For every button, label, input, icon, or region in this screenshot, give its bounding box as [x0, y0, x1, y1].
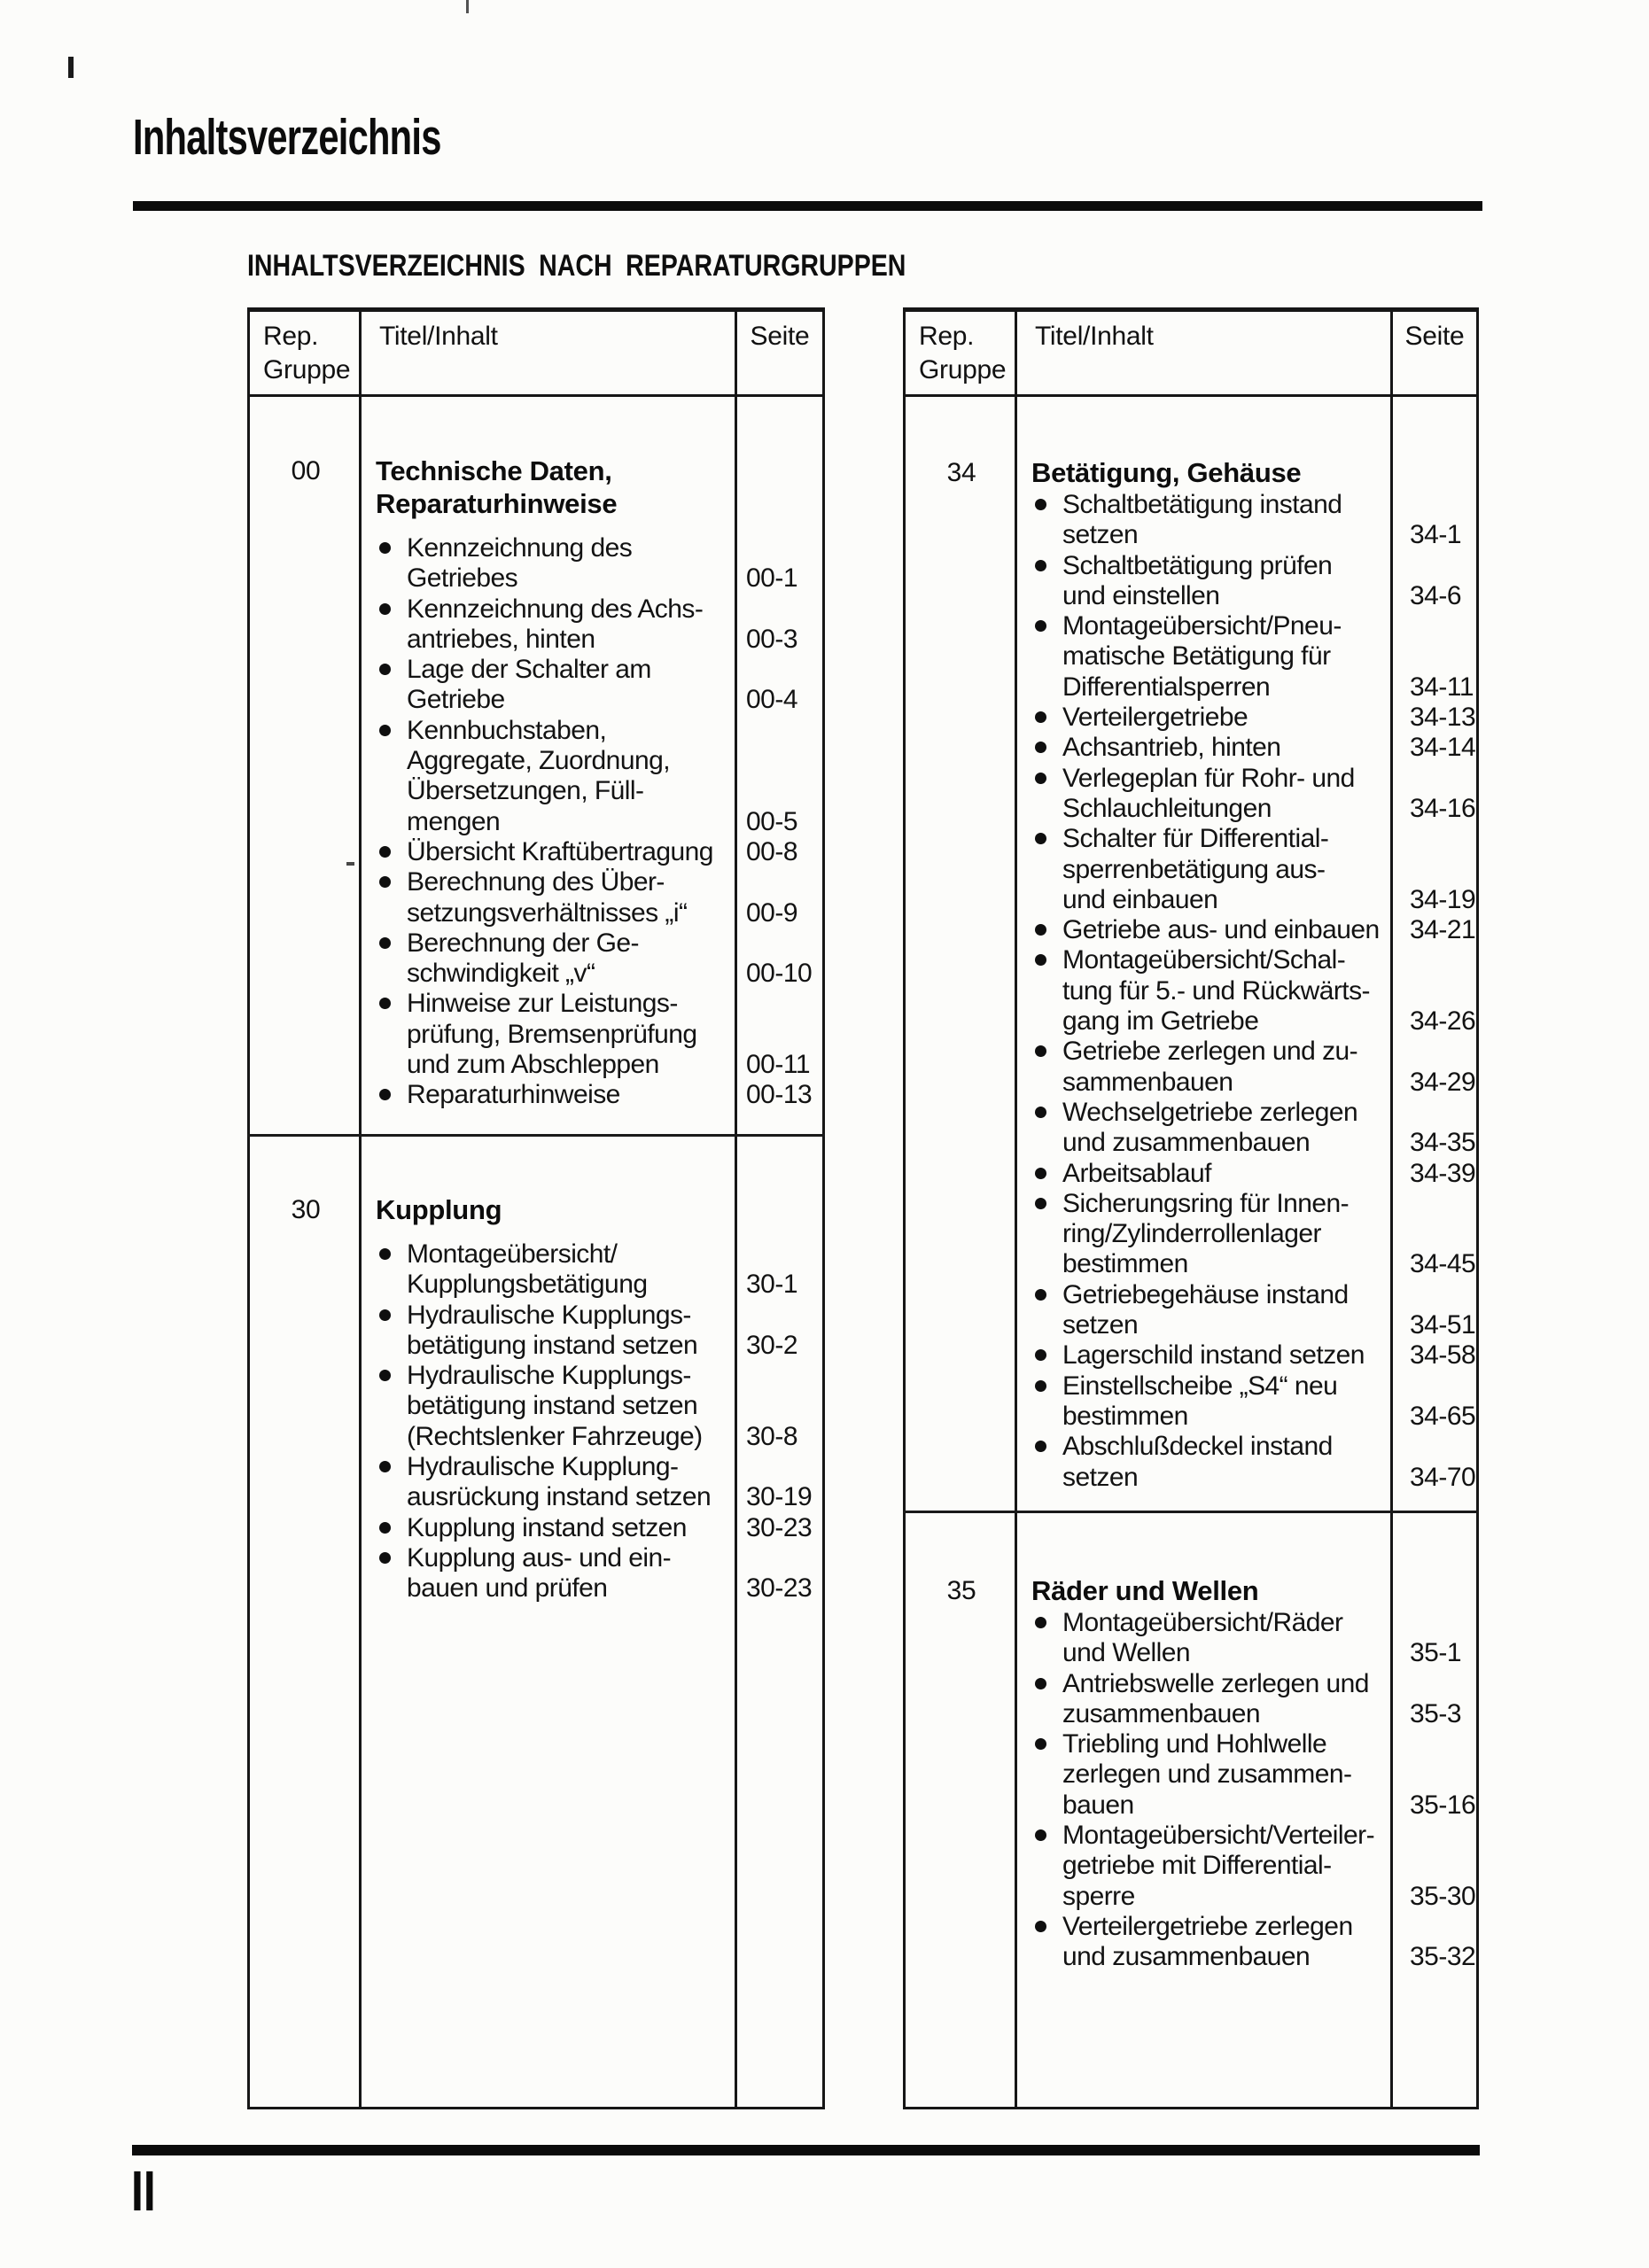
page-ref: 30-2 — [746, 1330, 798, 1360]
toc-item-line: Abschlußdeckel instand — [1031, 1432, 1473, 1462]
toc-item-line: und zusammenbauen 35-32 — [1062, 1942, 1476, 1972]
toc-item — [1031, 1158, 1476, 1189]
toc-item — [376, 1361, 819, 1452]
header-rep-line: Rep. — [919, 322, 975, 351]
toc-item-line: gang im Getriebe 34-26 — [1062, 1006, 1476, 1037]
bullet-icon — [1035, 1617, 1046, 1628]
page-ref: 35-16 — [1410, 1790, 1476, 1820]
toc-item-line: sammenbauen 34-29 — [1062, 1067, 1476, 1097]
toc-item — [376, 1543, 819, 1604]
page-ref: 35-30 — [1410, 1881, 1476, 1911]
item-list — [1031, 1608, 1476, 1973]
page-ref: 00-4 — [746, 685, 798, 715]
section-heading: INHALTSVERZEICHNIS NACH REPARATURGRUPPEN — [247, 249, 906, 283]
bullet-icon — [1035, 1198, 1046, 1209]
toc-item-line: ring/Zylinderrollenlager — [1062, 1219, 1321, 1249]
toc-item-line: und zusammenbauen 34-35 — [1062, 1128, 1476, 1158]
toc-item-line: Getriebe zerlegen und zu- — [1031, 1037, 1473, 1067]
toc-item — [376, 867, 819, 928]
toc-item-line: zerlegen und zusammen- — [1062, 1759, 1352, 1790]
toc-item-line: antriebes, hinten 00-3 — [407, 624, 798, 654]
toc-item-line: bestimmen 34-45 — [1062, 1249, 1476, 1279]
toc-item-line: Triebling und Hohlwelle — [1031, 1729, 1473, 1759]
toc-item-line: Schaltbetätigung prüfen — [1031, 551, 1473, 581]
toc-item-line: mengen 00-5 — [407, 806, 798, 836]
bullet-icon — [1035, 1829, 1046, 1841]
toc-item-line: bauen 35-16 — [1062, 1790, 1476, 1820]
page-ref: 34-6 — [1410, 580, 1462, 610]
header-rep-gruppe — [919, 320, 1006, 387]
toc-item — [1031, 703, 1476, 733]
group-number: 35 — [946, 1576, 976, 1605]
toc-item-line: Kupplungsbetätigung 30-1 — [407, 1270, 798, 1300]
header-seite: Seite — [1404, 322, 1465, 351]
toc-item — [1031, 824, 1476, 915]
bullet-icon — [1035, 1738, 1046, 1750]
toc-item-line: Getriebes 00-1 — [407, 563, 798, 594]
scan-artifact — [466, 0, 469, 13]
bullet-icon — [1035, 560, 1046, 571]
bullet-icon — [379, 1248, 391, 1260]
toc-item — [376, 928, 819, 990]
bullet-icon — [1035, 1045, 1046, 1057]
toc-item-line: Kupplung aus- und ein- — [376, 1543, 819, 1573]
group-number: 34 — [946, 458, 976, 487]
page-ref: 00-5 — [746, 806, 798, 836]
bullet-icon — [1035, 620, 1046, 632]
toc-item-line: Einstellscheibe „S4“ neu — [1031, 1371, 1473, 1402]
section-content — [376, 454, 819, 1111]
bullet-icon — [379, 542, 391, 554]
page-ref: 34-58 — [1410, 1340, 1476, 1371]
toc-item-line: getriebe mit Differential- — [1062, 1851, 1332, 1881]
toc-item-line: und einbauen 34-19 — [1062, 884, 1476, 914]
page-ref: 34-11 — [1410, 672, 1474, 702]
toc-item-line: Montageübersicht/Pneu- — [1031, 611, 1473, 641]
toc-item-line: Montageübersicht/Verteiler- — [1031, 1821, 1473, 1851]
page-ref: 00-11 — [746, 1050, 811, 1080]
toc-item — [376, 1452, 819, 1513]
toc-item-line: tung für 5.- und Rückwärts- — [1062, 975, 1370, 1006]
page-number: II — [131, 2159, 156, 2223]
toc-item-line: Lagerschild instand setzen 34-58 — [1031, 1340, 1473, 1371]
toc-item — [1031, 1729, 1476, 1821]
toc-item-line: und Wellen 35-1 — [1062, 1638, 1462, 1668]
toc-item-line: Kupplung instand setzen 30-23 — [376, 1513, 819, 1543]
toc-item-line: Montageübersicht/Schal- — [1031, 945, 1473, 975]
toc-item-line: Lage der Schalter am — [376, 655, 819, 685]
page-ref: 00-10 — [746, 959, 813, 989]
toc-item — [376, 716, 819, 837]
toc-item-line: Antriebswelle zerlegen und — [1031, 1669, 1473, 1699]
bullet-icon — [1035, 1168, 1046, 1179]
bullet-icon — [1035, 742, 1046, 753]
page-ref: 34-19 — [1410, 884, 1476, 914]
toc-item — [1031, 915, 1476, 945]
toc-item — [376, 655, 819, 716]
toc-item-line: Montageübersicht/ — [376, 1239, 819, 1270]
toc-item-line: Berechnung der Ge- — [376, 928, 819, 959]
page-ref: 00-13 — [746, 1080, 813, 1110]
toc-table-right — [903, 307, 1479, 2109]
item-list — [376, 1239, 819, 1604]
section-title-line: Reparaturhinweise — [376, 488, 618, 519]
toc-item-line: Reparaturhinweise 00-13 — [376, 1080, 819, 1110]
column-divider — [1015, 312, 1017, 2107]
toc-item — [376, 533, 819, 594]
header-rep-gruppe — [263, 320, 350, 387]
toc-item — [1031, 945, 1476, 1037]
page-ref: 30-23 — [746, 1573, 813, 1604]
page-ref: 00-9 — [746, 897, 798, 928]
toc-item — [1031, 1371, 1476, 1433]
toc-item-line: setzen 34-51 — [1062, 1310, 1476, 1340]
page-ref: 30-19 — [746, 1482, 813, 1512]
toc-item — [1031, 733, 1476, 763]
header-separator — [247, 394, 825, 397]
page-ref: 35-1 — [1410, 1638, 1462, 1668]
toc-item — [1031, 551, 1473, 612]
page-ref: 34-45 — [1410, 1249, 1476, 1279]
toc-item-line: Schlauchleitungen 34-16 — [1062, 793, 1476, 823]
page-ref: 00-1 — [746, 563, 798, 594]
toc-item-line: und zum Abschleppen 00-11 — [407, 1050, 811, 1080]
top-rule — [133, 201, 1482, 211]
section-divider — [247, 1134, 825, 1137]
section-content — [1031, 456, 1476, 1493]
toc-item-line: Getriebe aus- und einbauen 34-21 — [1031, 915, 1473, 945]
bullet-icon — [1035, 773, 1046, 784]
section-title-line: Technische Daten, — [376, 455, 612, 486]
page-title: Inhaltsverzeichnis — [133, 109, 441, 166]
toc-item-line: bauen und prüfen 30-23 — [407, 1573, 813, 1604]
toc-item-line: Übersicht Kraftübertragung 00-8 — [376, 837, 819, 867]
page-ref: 34-29 — [1410, 1067, 1476, 1097]
page-ref: 34-1 — [1410, 520, 1462, 550]
bullet-icon — [379, 664, 391, 675]
bullet-icon — [1035, 1349, 1046, 1361]
bullet-icon — [1035, 1289, 1046, 1301]
bullet-icon — [1035, 833, 1046, 844]
toc-item-line: Verlegeplan für Rohr- und — [1031, 764, 1473, 794]
toc-item-line: Verteilergetriebe 34-13 — [1031, 703, 1473, 733]
bullet-icon — [379, 1522, 391, 1534]
page-ref: 34-51 — [1410, 1310, 1476, 1340]
page-ref: 34-16 — [1410, 793, 1476, 823]
header-titel-inhalt: Titel/Inhalt — [379, 322, 498, 351]
page-ref: 35-32 — [1410, 1942, 1476, 1972]
toc-item-line: Achsantrieb, hinten 34-14 — [1031, 733, 1473, 763]
page-ref: 34-70 — [1410, 1462, 1476, 1492]
toc-item — [376, 1301, 819, 1362]
toc-item-line: Hydraulische Kupplungs- — [376, 1301, 819, 1331]
page-ref: 34-35 — [1410, 1128, 1476, 1158]
page-ref: 30-8 — [746, 1421, 798, 1451]
toc-item-line: Hydraulische Kupplungs- — [376, 1361, 819, 1391]
section-content — [376, 1193, 819, 1604]
toc-item-line: Wechselgetriebe zerlegen — [1031, 1098, 1473, 1128]
bullet-icon — [379, 846, 391, 858]
toc-item — [1031, 1911, 1476, 1973]
toc-item-line: Differentialsperren 34-11 — [1062, 672, 1474, 702]
toc-item — [1031, 1097, 1476, 1159]
toc-item-line: ausrückung instand setzen 30-19 — [407, 1482, 813, 1512]
header-titel-inhalt: Titel/Inhalt — [1035, 322, 1154, 351]
group-number: 30 — [291, 1195, 321, 1224]
toc-item-line: sperre 35-30 — [1062, 1881, 1476, 1911]
toc-item-line: Schalter für Differential- — [1031, 824, 1473, 854]
toc-item-line: betätigung instand setzen — [407, 1391, 698, 1421]
toc-item-line: Sicherungsring für Innen- — [1031, 1189, 1473, 1219]
section-content — [1031, 1574, 1476, 1973]
toc-item — [1031, 1669, 1473, 1730]
page-ref: 30-23 — [746, 1512, 813, 1542]
bullet-icon — [379, 1089, 391, 1100]
toc-item-line: Kennzeichnung des Achs- — [376, 594, 819, 625]
toc-item-line: prüfung, Bremsenprüfung — [407, 1019, 697, 1049]
toc-item — [1031, 611, 1473, 703]
scan-artifact — [346, 862, 354, 866]
toc-item-line: Kennbuchstaben, — [376, 716, 819, 746]
toc-item-line: Getriebegehäuse instand — [1031, 1280, 1473, 1310]
toc-item-line: Montageübersicht/Räder — [1031, 1608, 1473, 1638]
toc-item — [1031, 1608, 1473, 1669]
toc-item-line: Schaltbetätigung instand — [1031, 490, 1473, 520]
toc-item-line: Aggregate, Zuordnung, — [407, 746, 671, 776]
toc-item-line: Verteilergetriebe zerlegen — [1031, 1912, 1473, 1942]
bullet-icon — [379, 725, 391, 736]
section-divider — [903, 1511, 1479, 1513]
toc-item-line: bestimmen 34-65 — [1062, 1401, 1476, 1431]
toc-item-line: setzungsverhältnisses „i“ 00-9 — [407, 897, 798, 928]
bullet-icon — [1035, 1678, 1046, 1689]
page-ref: 35-3 — [1410, 1698, 1462, 1728]
page-ref: 34-13 — [1410, 703, 1476, 733]
bullet-icon — [379, 998, 391, 1009]
toc-item-line: Kennzeichnung des — [376, 533, 819, 563]
page-ref: 34-14 — [1410, 733, 1476, 763]
section-title-line: Räder und Wellen — [1031, 1575, 1259, 1606]
bullet-icon — [1035, 954, 1046, 966]
toc-item — [1031, 1340, 1476, 1371]
toc-item-line: matische Betätigung für — [1062, 641, 1331, 672]
page-ref: 34-39 — [1410, 1158, 1476, 1188]
toc-item-line: Übersetzungen, Füll- — [407, 776, 644, 806]
bullet-icon — [1035, 1921, 1046, 1932]
toc-item-line: Getriebe 00-4 — [407, 685, 798, 715]
bullet-icon — [1035, 1441, 1046, 1452]
bullet-icon — [1035, 499, 1046, 510]
item-list — [376, 533, 819, 1111]
toc-item — [1031, 1188, 1476, 1280]
section-title-line: Kupplung — [376, 1194, 502, 1225]
header-rep-line: Rep. — [263, 322, 319, 351]
header-separator — [903, 394, 1479, 397]
toc-item-line: schwindigkeit „v“ 00-10 — [407, 959, 813, 989]
page-ref: 34-65 — [1410, 1401, 1476, 1431]
toc-item-line: Hydraulische Kupplung- — [376, 1452, 819, 1482]
toc-item-line: betätigung instand setzen 30-2 — [407, 1330, 798, 1360]
bullet-icon — [1035, 1380, 1046, 1392]
toc-item-line: Arbeitsablauf 34-39 — [1031, 1159, 1473, 1189]
bullet-icon — [1035, 711, 1046, 723]
bullet-icon — [1035, 1107, 1046, 1118]
toc-item — [376, 1239, 819, 1301]
toc-item — [1031, 1432, 1476, 1493]
bullet-icon — [379, 876, 391, 888]
toc-item — [1031, 1037, 1476, 1098]
toc-item — [1031, 763, 1476, 825]
page-ref: 00-3 — [746, 624, 798, 654]
bottom-rule — [132, 2145, 1480, 2155]
toc-item-line: Hinweise zur Leistungs- — [376, 989, 819, 1019]
toc-item — [376, 989, 819, 1080]
toc-table-left — [247, 307, 825, 2109]
scan-artifact — [68, 57, 74, 78]
bullet-icon — [1035, 924, 1046, 936]
toc-item — [376, 1513, 819, 1543]
toc-item-line: setzen 34-1 — [1062, 520, 1462, 550]
toc-item-line: sperrenbetätigung aus- — [1062, 854, 1326, 884]
header-gruppe-line: Gruppe — [919, 355, 1007, 384]
toc-item — [376, 594, 819, 656]
header-gruppe-line: Gruppe — [263, 355, 351, 384]
page-ref: 00-8 — [746, 836, 798, 866]
page-ref: 34-21 — [1410, 915, 1476, 945]
bullet-icon — [379, 603, 391, 615]
bullet-icon — [379, 1552, 391, 1564]
toc-item — [1031, 490, 1473, 551]
header-seite: Seite — [750, 322, 810, 351]
group-number: 00 — [291, 456, 321, 485]
page-ref: 34-26 — [1410, 1006, 1476, 1037]
toc-item-line: und einstellen 34-6 — [1062, 580, 1462, 610]
toc-item-line: Berechnung des Über- — [376, 867, 819, 897]
toc-item — [1031, 1821, 1476, 1912]
toc-item-line: (Rechtslenker Fahrzeuge) 30-8 — [407, 1421, 798, 1451]
toc-item-line: zusammenbauen 35-3 — [1062, 1698, 1462, 1728]
toc-item — [376, 1080, 819, 1110]
toc-item — [376, 837, 819, 867]
bullet-icon — [379, 1309, 391, 1321]
section-title-line: Betätigung, Gehäuse — [1031, 457, 1302, 488]
bullet-icon — [379, 1370, 391, 1381]
item-list — [1031, 490, 1476, 1493]
toc-item-line: setzen 34-70 — [1062, 1462, 1476, 1492]
bullet-icon — [379, 937, 391, 949]
toc-item — [1031, 1279, 1476, 1341]
page-ref: 30-1 — [746, 1270, 798, 1300]
bullet-icon — [379, 1461, 391, 1472]
